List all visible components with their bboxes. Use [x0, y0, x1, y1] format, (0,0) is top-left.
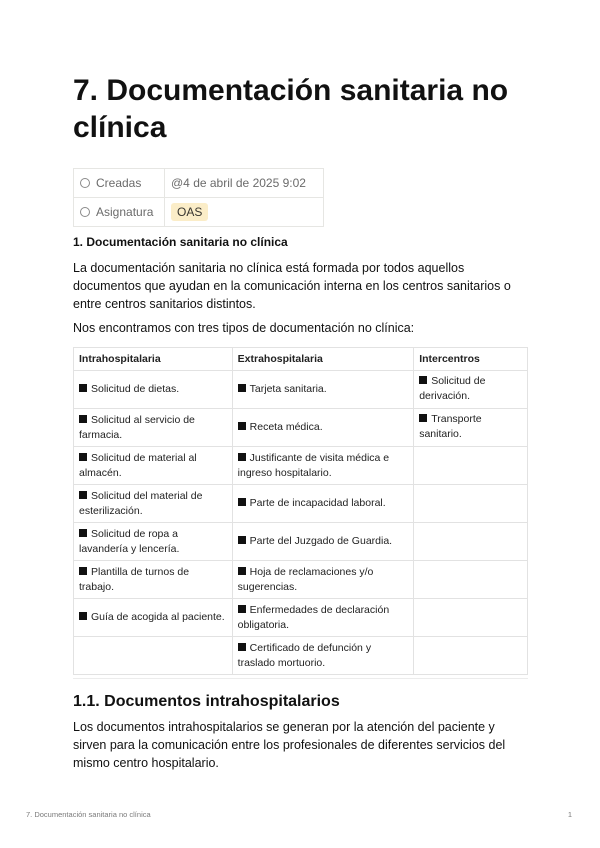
property-key — [74, 198, 165, 227]
table-cell — [232, 599, 414, 637]
table-cell — [74, 599, 233, 637]
square-bullet-icon — [79, 529, 87, 537]
property-value: @4 de abril de 2025 9:02 — [165, 169, 324, 198]
section-heading: 1.1. Documentos intrahospitalarios — [73, 693, 340, 710]
documents-table — [73, 347, 528, 675]
cell-text: Justificante de visita médica e ingreso hospitalario. — [237, 451, 390, 479]
cell-text: Guía de acogida al paciente. — [91, 611, 225, 623]
table-cell — [232, 523, 414, 561]
cell-text: Solicitud al servicio de farmacia. — [79, 413, 195, 441]
table-row — [74, 637, 528, 675]
properties-table — [73, 168, 324, 227]
table-row — [74, 599, 528, 637]
square-bullet-icon — [79, 453, 87, 461]
paragraph: La documentación sanitaria no clínica está formada por todos aquellos documentos que ayudan en la comunicación interna en los centros sanitarios o entre centros sanitarios distintos. — [73, 261, 511, 311]
cell-text: Solicitud del material de esterilización. — [79, 489, 203, 517]
square-bullet-icon — [79, 384, 87, 392]
table-cell — [414, 447, 528, 485]
square-bullet-icon — [238, 453, 246, 461]
square-bullet-icon — [238, 498, 246, 506]
table-cell — [74, 485, 233, 523]
cell-text: Transporte sanitario. — [419, 413, 482, 440]
cell-text: Solicitud de derivación. — [419, 375, 486, 402]
table-cell — [74, 447, 233, 485]
table-cell — [74, 409, 233, 447]
cell-text: Certificado de defunción y traslado mortuorio. — [237, 641, 372, 669]
table-cell — [414, 485, 528, 523]
table-cell — [414, 561, 528, 599]
table-row — [74, 371, 528, 409]
square-bullet-icon — [238, 567, 246, 575]
cell-text: Solicitud de dietas. — [91, 383, 180, 395]
table-row — [74, 523, 528, 561]
table-row — [74, 561, 528, 599]
table-cell — [414, 371, 528, 409]
property-key-label: Asignatura — [96, 205, 154, 219]
table-row — [74, 485, 528, 523]
column-header: Intrahospitalaria — [74, 348, 233, 371]
paragraph: Los documentos intrahospitalarios se generan por la atención del paciente y sirven para la comunicación entre los profesionales de diferentes servicios del mismo centro hospitalario. — [73, 720, 506, 770]
cell-text: Receta médica. — [249, 421, 323, 433]
property-key-label: Creadas — [96, 176, 142, 190]
page-number: 1 — [567, 810, 572, 819]
table-cell — [74, 637, 233, 675]
table-cell — [232, 409, 414, 447]
cell-text: Hoja de reclamaciones y/o sugerencias. — [237, 565, 374, 593]
column-header: Extrahospitalaria — [232, 348, 414, 371]
tag-badge[interactable]: OAS — [171, 203, 208, 221]
divider — [73, 678, 528, 679]
square-bullet-icon — [79, 491, 87, 499]
select-icon — [80, 207, 90, 217]
table-cell — [232, 447, 414, 485]
table-cell — [74, 523, 233, 561]
cell-text: Parte del Juzgado de Guardia. — [249, 535, 393, 547]
cell-text: Tarjeta sanitaria. — [249, 383, 327, 395]
table-cell — [232, 561, 414, 599]
table-cell — [74, 561, 233, 599]
property-value — [165, 198, 324, 227]
square-bullet-icon — [238, 643, 246, 651]
section-heading: 1. Documentación sanitaria no clínica — [73, 235, 288, 249]
table-cell — [414, 409, 528, 447]
paragraph: Nos encontramos con tres tipos de documentación no clínica: — [73, 321, 415, 335]
cell-text: Solicitud de material al almacén. — [79, 451, 197, 479]
square-bullet-icon — [419, 376, 427, 384]
table-cell — [232, 485, 414, 523]
cell-text: Plantilla de turnos de trabajo. — [79, 565, 190, 593]
table-row — [74, 409, 528, 447]
page-title: 7. Documentación sanitaria no clínica — [73, 74, 509, 144]
property-row — [74, 169, 324, 198]
table-cell — [232, 637, 414, 675]
table-cell — [414, 523, 528, 561]
cell-text: Solicitud de ropa a lavandería y lencería. — [79, 527, 180, 555]
table-row — [74, 447, 528, 485]
table-cell — [414, 599, 528, 637]
square-bullet-icon — [238, 422, 246, 430]
cell-text: Enfermedades de declaración obligatoria. — [237, 603, 390, 631]
square-bullet-icon — [79, 612, 87, 620]
column-header: Intercentros — [414, 348, 528, 371]
square-bullet-icon — [79, 415, 87, 423]
cell-text: Parte de incapacidad laboral. — [249, 497, 386, 509]
square-bullet-icon — [419, 414, 427, 422]
table-cell — [232, 371, 414, 409]
table-cell — [414, 637, 528, 675]
table-cell — [74, 371, 233, 409]
square-bullet-icon — [238, 536, 246, 544]
property-row — [74, 198, 324, 227]
property-key — [74, 169, 165, 198]
footer-title: 7. Documentación sanitaria no clínica — [26, 810, 151, 819]
square-bullet-icon — [79, 567, 87, 575]
clock-icon — [80, 178, 90, 188]
table-header-row — [74, 348, 528, 371]
square-bullet-icon — [238, 384, 246, 392]
square-bullet-icon — [238, 605, 246, 613]
